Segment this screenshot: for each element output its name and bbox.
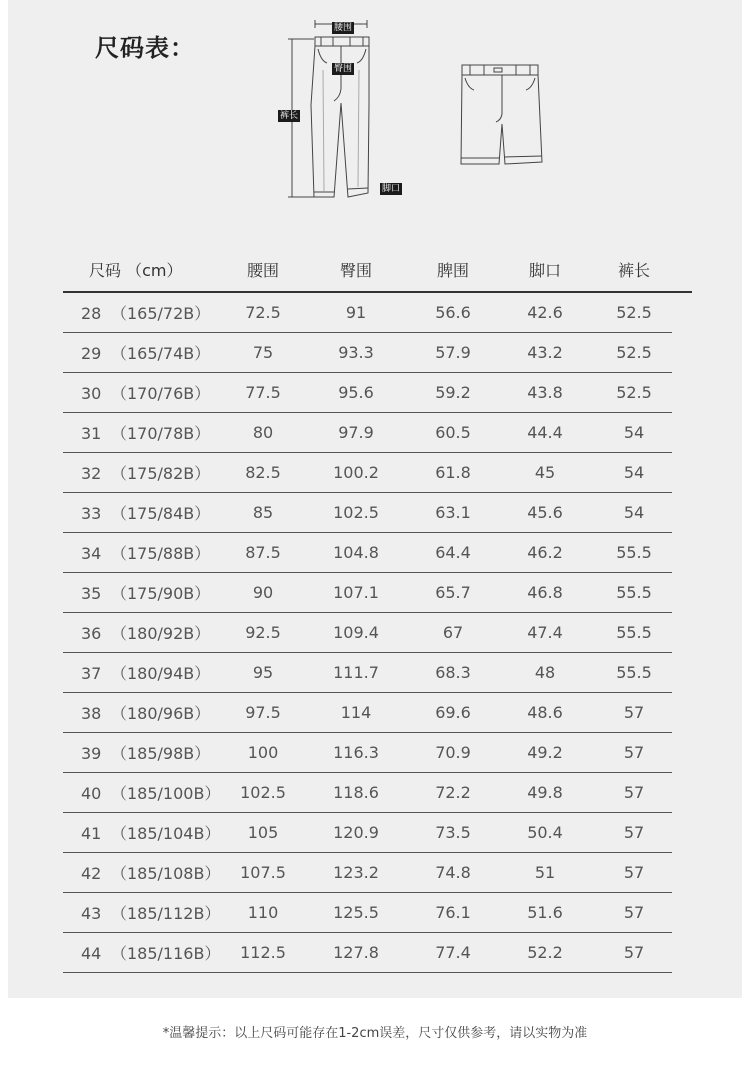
size-number: 40	[81, 784, 102, 803]
cell-length: 55.5	[616, 543, 652, 562]
cell-hip: 100.2	[333, 463, 379, 482]
table-header-row	[63, 247, 692, 293]
size-number: 30	[81, 384, 102, 403]
size-number: 38	[81, 704, 102, 723]
size-number: 36	[81, 624, 102, 643]
cell-hip: 125.5	[333, 903, 379, 922]
cell-size	[63, 501, 245, 524]
cell-hem: 49.2	[527, 743, 563, 762]
cell-size	[63, 821, 245, 844]
size-spec: （185/112B）	[111, 904, 221, 923]
cell-hip: 114	[340, 703, 372, 722]
cell-hem: 47.4	[527, 623, 563, 642]
cell-waist: 90	[252, 583, 274, 602]
size-number: 44	[81, 944, 102, 963]
header-length: 裤长	[617, 260, 650, 280]
table-row	[63, 813, 672, 853]
cell-hem: 44.4	[527, 423, 563, 442]
cell-length: 57	[623, 783, 645, 802]
cell-length: 54	[623, 423, 645, 442]
size-number: 34	[81, 544, 102, 563]
pants-measurement-diagram	[270, 15, 450, 209]
cell-size	[63, 421, 245, 444]
cell-waist: 72.5	[245, 303, 281, 322]
cell-thigh: 64.4	[435, 543, 471, 562]
size-number: 37	[81, 664, 102, 683]
cell-length: 55.5	[616, 663, 652, 682]
cell-thigh: 69.6	[435, 703, 471, 722]
cell-length: 57	[623, 823, 645, 842]
cell-length: 54	[623, 463, 645, 482]
size-number: 29	[81, 344, 102, 363]
cell-length: 57	[623, 943, 645, 962]
cell-size	[63, 381, 245, 404]
cell-length: 57	[623, 703, 645, 722]
size-number: 41	[81, 824, 102, 843]
header-thigh: 脾围	[436, 260, 469, 280]
cell-size	[63, 341, 245, 364]
cell-length: 54	[623, 503, 645, 522]
cell-size	[63, 581, 245, 604]
length-label: 裤长	[280, 111, 299, 121]
size-spec: （180/92B）	[111, 624, 211, 643]
cell-length: 57	[623, 903, 645, 922]
size-spec: （175/84B）	[111, 504, 211, 523]
table-row	[63, 533, 672, 573]
cell-hem: 42.6	[527, 303, 563, 322]
cell-hip: 104.8	[333, 543, 379, 562]
cell-size	[63, 781, 245, 804]
cell-thigh: 63.1	[435, 503, 471, 522]
table-row	[63, 373, 672, 413]
hem-label: 脚口	[382, 184, 401, 194]
table-body	[63, 293, 692, 973]
cell-thigh: 60.5	[435, 423, 471, 442]
size-spec: （175/82B）	[111, 464, 211, 483]
size-spec: （170/78B）	[111, 424, 211, 443]
cell-hip: 95.6	[338, 383, 374, 402]
cell-length: 52.5	[616, 303, 652, 322]
header-size: 尺码 （cm）	[89, 260, 183, 280]
cell-hip: 93.3	[338, 343, 374, 362]
table-row	[63, 293, 672, 333]
table-row	[63, 693, 672, 733]
cell-waist: 95	[252, 663, 274, 682]
size-spec: （185/116B）	[111, 944, 221, 963]
cell-thigh: 56.6	[435, 303, 471, 322]
table-row	[63, 893, 672, 933]
table-row	[63, 333, 672, 373]
cell-waist: 107.5	[240, 863, 286, 882]
size-spec: （185/98B）	[111, 744, 211, 763]
cell-size	[63, 701, 245, 724]
page-title: 尺码表：	[95, 34, 195, 62]
cell-hip: 107.1	[333, 583, 379, 602]
cell-hem: 43.8	[527, 383, 563, 402]
cell-size	[63, 901, 245, 924]
size-spec: （170/76B）	[111, 384, 211, 403]
cell-hip: 102.5	[333, 503, 379, 522]
cell-hem: 46.2	[527, 543, 563, 562]
footer-note: *温馨提示：以上尺码可能存在1-2cm误差，尺寸仅供参考，请以实物为准	[162, 1026, 588, 1041]
cell-thigh: 70.9	[435, 743, 471, 762]
size-number: 39	[81, 744, 102, 763]
table-row	[63, 573, 672, 613]
cell-thigh: 65.7	[435, 583, 471, 602]
cell-hem: 49.8	[527, 783, 563, 802]
size-spec: （185/108B）	[111, 864, 221, 883]
cell-waist: 100	[247, 743, 279, 762]
cell-length: 55.5	[616, 583, 652, 602]
cell-hem: 48.6	[527, 703, 563, 722]
cell-hip: 97.9	[338, 423, 374, 442]
shorts-illustration	[458, 62, 548, 168]
table-row	[63, 853, 672, 893]
cell-waist: 82.5	[245, 463, 281, 482]
hip-label: 臀围	[334, 64, 353, 74]
cell-hip: 123.2	[333, 863, 379, 882]
size-spec: （165/74B）	[111, 344, 211, 363]
cell-thigh: 77.4	[435, 943, 471, 962]
size-spec: （180/96B）	[111, 704, 211, 723]
cell-thigh: 67	[442, 623, 464, 642]
cell-hip: 111.7	[333, 663, 379, 682]
size-spec: （175/88B）	[111, 544, 211, 563]
size-number: 31	[81, 424, 102, 443]
cell-waist: 92.5	[245, 623, 281, 642]
cell-waist: 112.5	[240, 943, 286, 962]
size-spec: （180/94B）	[111, 664, 211, 683]
cell-hip: 91	[345, 303, 367, 322]
cell-hip: 118.6	[333, 783, 379, 802]
cell-hem: 52.2	[527, 943, 563, 962]
size-number: 28	[81, 304, 102, 323]
size-spec: （165/72B）	[111, 304, 211, 323]
table-row	[63, 773, 672, 813]
header-hem: 脚口	[528, 260, 561, 280]
cell-waist: 75	[252, 343, 274, 362]
cell-size	[63, 541, 245, 564]
cell-length: 55.5	[616, 623, 652, 642]
cell-waist: 105	[247, 823, 279, 842]
cell-size	[63, 461, 245, 484]
cell-waist: 110	[247, 903, 279, 922]
size-number: 35	[81, 584, 102, 603]
cell-size	[63, 661, 245, 684]
cell-thigh: 73.5	[435, 823, 471, 842]
cell-size	[63, 741, 245, 764]
table-row	[63, 933, 672, 973]
cell-thigh: 76.1	[435, 903, 471, 922]
cell-hem: 43.2	[527, 343, 563, 362]
cell-waist: 97.5	[245, 703, 281, 722]
header-hip: 臀围	[339, 260, 372, 280]
cell-length: 57	[623, 743, 645, 762]
cell-waist: 77.5	[245, 383, 281, 402]
size-number: 33	[81, 504, 102, 523]
cell-length: 57	[623, 863, 645, 882]
cell-hem: 45.6	[527, 503, 563, 522]
cell-length: 52.5	[616, 343, 652, 362]
cell-size	[63, 861, 245, 884]
size-number: 42	[81, 864, 102, 883]
cell-thigh: 57.9	[435, 343, 471, 362]
cell-hem: 45	[534, 463, 556, 482]
cell-hip: 120.9	[333, 823, 379, 842]
cell-waist: 87.5	[245, 543, 281, 562]
size-number: 43	[81, 904, 102, 923]
cell-hem: 51.6	[527, 903, 563, 922]
cell-thigh: 61.8	[435, 463, 471, 482]
cell-length: 52.5	[616, 383, 652, 402]
table-row	[63, 493, 672, 533]
cell-size	[63, 941, 245, 964]
cell-hem: 48	[534, 663, 556, 682]
size-spec: （185/100B）	[111, 784, 221, 803]
table-row	[63, 733, 672, 773]
cell-hip: 127.8	[333, 943, 379, 962]
table-row	[63, 413, 672, 453]
cell-size	[63, 301, 245, 324]
cell-hip: 116.3	[333, 743, 379, 762]
size-number: 32	[81, 464, 102, 483]
size-chart-table	[63, 247, 692, 973]
header-waist: 腰围	[246, 260, 279, 280]
cell-thigh: 72.2	[435, 783, 471, 802]
table-row	[63, 613, 672, 653]
cell-size	[63, 621, 245, 644]
cell-thigh: 59.2	[435, 383, 471, 402]
cell-hip: 109.4	[333, 623, 379, 642]
cell-waist: 102.5	[240, 783, 286, 802]
table-row	[63, 653, 672, 693]
size-spec: （175/90B）	[111, 584, 211, 603]
cell-thigh: 74.8	[435, 863, 471, 882]
cell-hem: 46.8	[527, 583, 563, 602]
cell-hem: 51	[534, 863, 556, 882]
cell-hem: 50.4	[527, 823, 563, 842]
waist-label: 腰围	[334, 23, 353, 33]
table-row	[63, 453, 672, 493]
size-spec: （185/104B）	[111, 824, 221, 843]
cell-waist: 80	[252, 423, 274, 442]
cell-waist: 85	[252, 503, 274, 522]
cell-thigh: 68.3	[435, 663, 471, 682]
